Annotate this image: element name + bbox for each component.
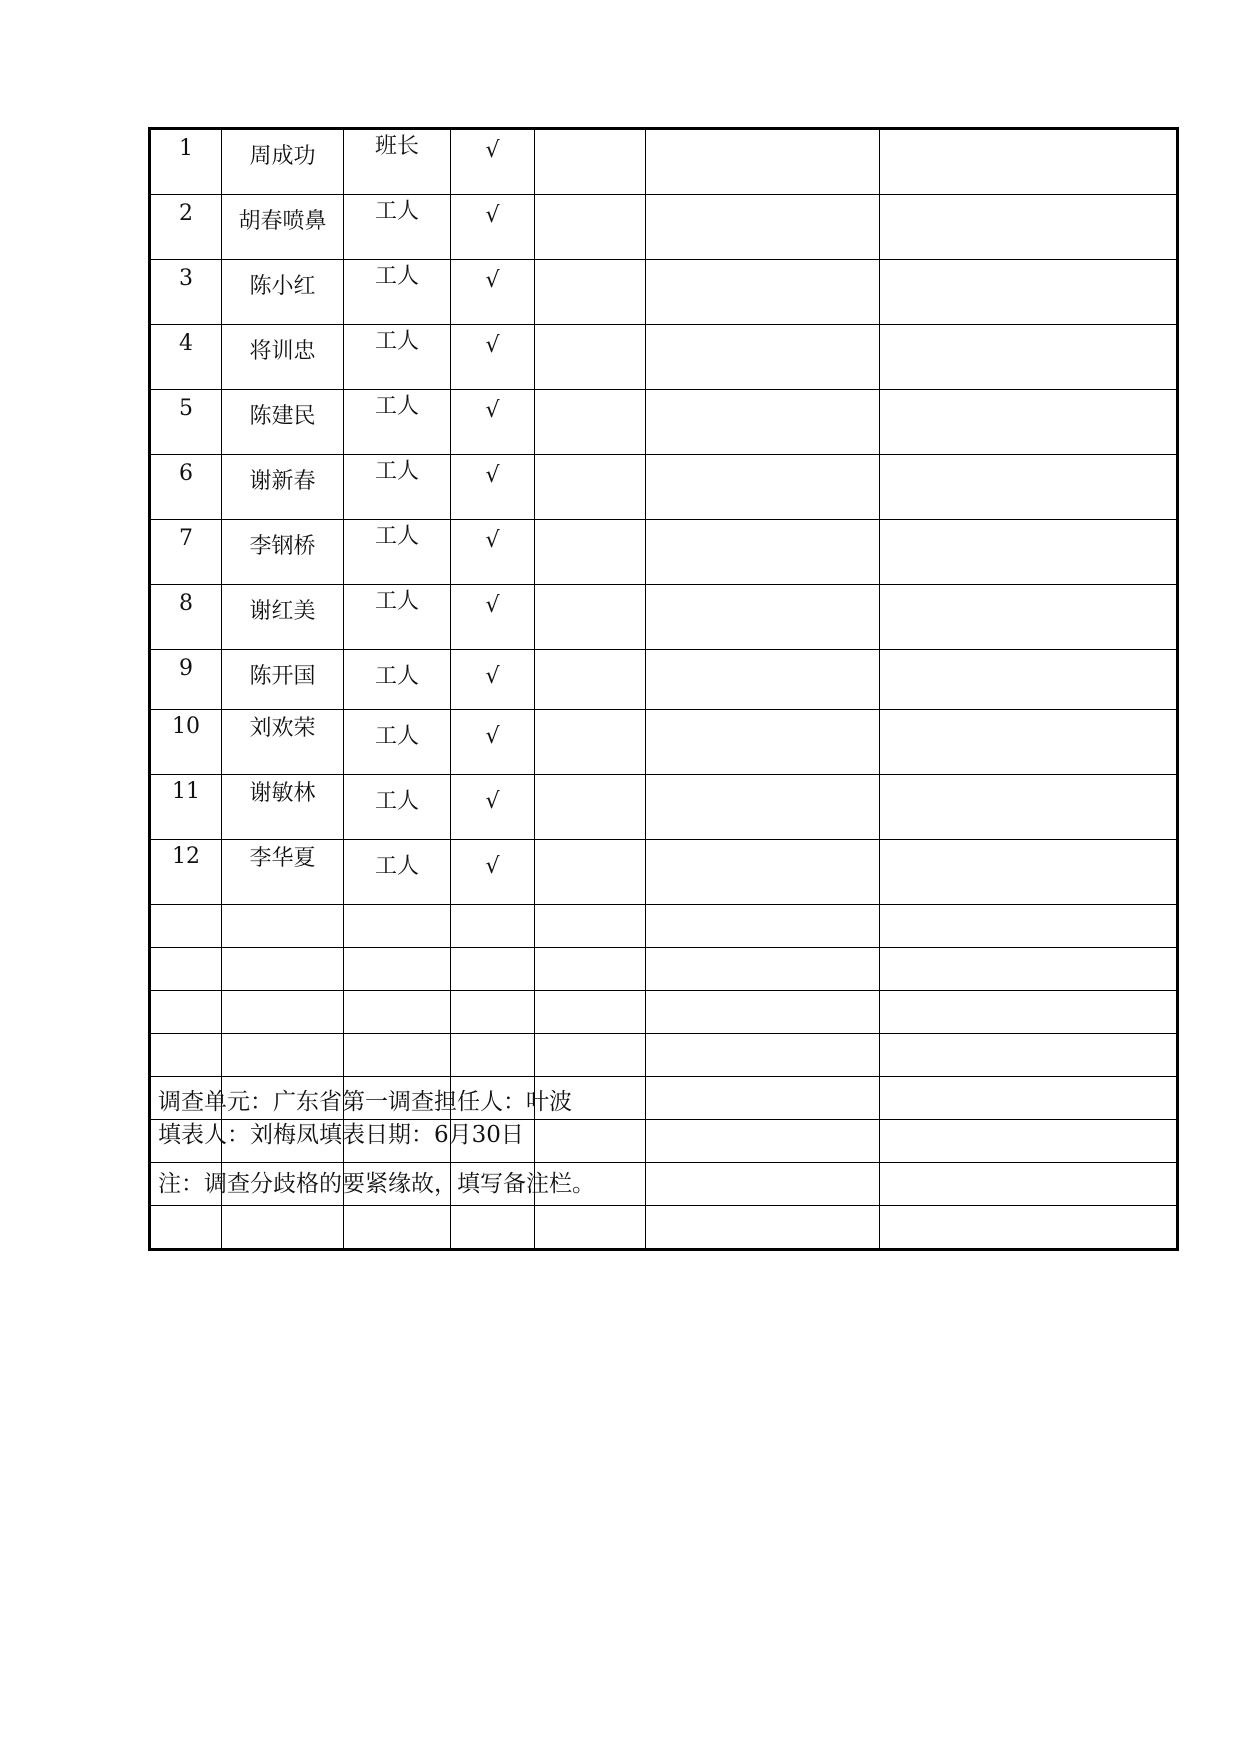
table-row <box>150 775 1178 840</box>
empty-cell <box>880 905 1178 948</box>
row-number: 4 <box>150 325 222 390</box>
roster-body <box>150 129 1178 1250</box>
table-row <box>150 650 1178 710</box>
empty-cell <box>535 195 646 260</box>
empty-cell <box>880 455 1178 520</box>
table-row <box>150 129 1178 195</box>
row-number: 9 <box>150 650 222 710</box>
row-number: 8 <box>150 585 222 650</box>
row-check-mark: √ <box>451 585 535 650</box>
empty-cell <box>880 129 1178 195</box>
table-row <box>150 260 1178 325</box>
row-role: 工人 <box>344 840 451 905</box>
empty-cell <box>646 520 880 585</box>
empty-cell <box>880 325 1178 390</box>
row-role: 班长 <box>344 129 451 195</box>
blank-row <box>150 1034 1178 1077</box>
row-name: 李钢桥 <box>222 520 344 585</box>
empty-cell <box>150 905 222 948</box>
empty-cell <box>535 129 646 195</box>
empty-cell <box>222 1206 344 1250</box>
empty-cell <box>646 991 880 1034</box>
empty-cell <box>646 455 880 520</box>
empty-cell <box>646 775 880 840</box>
row-role: 工人 <box>344 520 451 585</box>
row-role: 工人 <box>344 455 451 520</box>
empty-cell <box>535 455 646 520</box>
empty-cell <box>535 991 646 1034</box>
empty-cell <box>880 195 1178 260</box>
empty-cell <box>451 948 535 991</box>
row-number: 3 <box>150 260 222 325</box>
row-role: 工人 <box>344 390 451 455</box>
row-name: 刘欢荣 <box>222 710 344 775</box>
empty-cell <box>535 1206 646 1250</box>
empty-cell <box>344 948 451 991</box>
empty-cell <box>880 1120 1178 1163</box>
row-check-mark: √ <box>451 650 535 710</box>
empty-cell <box>222 991 344 1034</box>
empty-cell <box>880 1206 1178 1250</box>
table-row <box>150 520 1178 585</box>
row-role: 工人 <box>344 195 451 260</box>
row-check-mark: √ <box>451 260 535 325</box>
row-name: 陈建民 <box>222 390 344 455</box>
empty-cell <box>535 390 646 455</box>
empty-cell <box>880 1163 1178 1206</box>
empty-cell <box>222 1034 344 1077</box>
empty-cell <box>880 948 1178 991</box>
row-name: 谢敏林 <box>222 775 344 840</box>
empty-cell <box>646 710 880 775</box>
empty-cell <box>646 905 880 948</box>
empty-cell <box>646 840 880 905</box>
empty-cell <box>646 1034 880 1077</box>
empty-cell <box>535 948 646 991</box>
row-name: 胡春喷鼻 <box>222 195 344 260</box>
empty-cell <box>646 1120 880 1163</box>
row-role: 工人 <box>344 710 451 775</box>
empty-cell <box>646 1206 880 1250</box>
empty-cell <box>880 991 1178 1034</box>
empty-cell <box>535 1034 646 1077</box>
row-number: 11 <box>150 775 222 840</box>
row-name: 陈开国 <box>222 650 344 710</box>
row-number: 7 <box>150 520 222 585</box>
empty-cell <box>646 1077 880 1120</box>
row-name: 周成功 <box>222 129 344 195</box>
empty-cell <box>646 390 880 455</box>
row-number: 6 <box>150 455 222 520</box>
row-number: 12 <box>150 840 222 905</box>
row-check-mark: √ <box>451 775 535 840</box>
empty-cell <box>150 991 222 1034</box>
empty-cell <box>646 585 880 650</box>
table-row <box>150 390 1178 455</box>
row-check-mark: √ <box>451 195 535 260</box>
table-row <box>150 585 1178 650</box>
table-row <box>150 455 1178 520</box>
empty-cell <box>880 710 1178 775</box>
empty-cell <box>451 1034 535 1077</box>
empty-cell <box>451 905 535 948</box>
row-check-mark: √ <box>451 455 535 520</box>
blank-row <box>150 948 1178 991</box>
empty-cell <box>535 1120 646 1163</box>
empty-cell <box>646 195 880 260</box>
row-check-mark: √ <box>451 129 535 195</box>
empty-cell <box>880 1034 1178 1077</box>
empty-cell <box>880 520 1178 585</box>
empty-cell <box>535 710 646 775</box>
row-number: 2 <box>150 195 222 260</box>
row-role: 工人 <box>344 260 451 325</box>
empty-cell <box>646 260 880 325</box>
blank-row <box>150 1206 1178 1250</box>
empty-cell <box>880 260 1178 325</box>
empty-cell <box>451 991 535 1034</box>
row-number: 5 <box>150 390 222 455</box>
row-name: 陈小红 <box>222 260 344 325</box>
filler-date-line: 填表人：刘梅凤填表日期：6月30日 <box>158 1122 524 1148</box>
row-name: 谢红美 <box>222 585 344 650</box>
empty-cell <box>535 905 646 948</box>
row-role: 工人 <box>344 775 451 840</box>
empty-cell <box>150 1034 222 1077</box>
empty-cell <box>535 520 646 585</box>
empty-cell <box>646 948 880 991</box>
empty-cell <box>880 1077 1178 1120</box>
row-name: 将训忠 <box>222 325 344 390</box>
empty-cell <box>880 390 1178 455</box>
row-number: 10 <box>150 710 222 775</box>
empty-cell <box>646 129 880 195</box>
table-row <box>150 840 1178 905</box>
row-check-mark: √ <box>451 325 535 390</box>
empty-cell <box>535 260 646 325</box>
row-role: 工人 <box>344 325 451 390</box>
empty-cell <box>880 840 1178 905</box>
empty-cell <box>535 585 646 650</box>
empty-cell <box>535 840 646 905</box>
row-check-mark: √ <box>451 840 535 905</box>
row-name: 谢新春 <box>222 455 344 520</box>
empty-cell <box>344 991 451 1034</box>
empty-cell <box>535 775 646 840</box>
empty-cell <box>880 650 1178 710</box>
blank-row <box>150 991 1178 1034</box>
empty-cell <box>535 650 646 710</box>
empty-cell <box>646 325 880 390</box>
empty-cell <box>344 905 451 948</box>
row-name: 李华夏 <box>222 840 344 905</box>
row-role: 工人 <box>344 650 451 710</box>
row-check-mark: √ <box>451 520 535 585</box>
empty-cell <box>344 1206 451 1250</box>
table-row <box>150 325 1178 390</box>
empty-cell <box>150 948 222 991</box>
empty-cell <box>451 1206 535 1250</box>
blank-row <box>150 905 1178 948</box>
table-row <box>150 710 1178 775</box>
empty-cell <box>880 585 1178 650</box>
row-check-mark: √ <box>451 710 535 775</box>
empty-cell <box>222 948 344 991</box>
empty-cell <box>535 325 646 390</box>
row-check-mark: √ <box>451 390 535 455</box>
empty-cell <box>344 1034 451 1077</box>
empty-cell <box>880 775 1178 840</box>
row-role: 工人 <box>344 585 451 650</box>
empty-cell <box>646 1163 880 1206</box>
empty-cell <box>222 905 344 948</box>
survey-unit-line: 调查单元：广东省第一调查担任人：叶波 <box>158 1089 572 1115</box>
empty-cell <box>150 1206 222 1250</box>
row-number: 1 <box>150 129 222 195</box>
note-line: 注：调查分歧格的要紧缘故，填写备注栏。 <box>158 1171 595 1197</box>
table-row <box>150 195 1178 260</box>
empty-cell <box>646 650 880 710</box>
